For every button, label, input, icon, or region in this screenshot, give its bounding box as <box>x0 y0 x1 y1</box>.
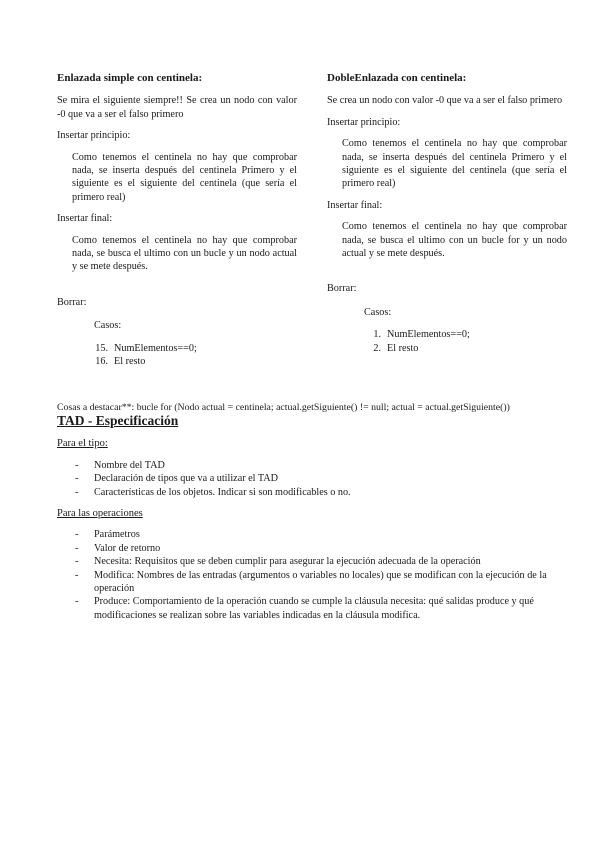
list-item <box>57 472 577 485</box>
list-text: Produce: Comportamiento de la operación cuando se cumple la cláusula necesita: qué salidas produce y qué modificaciones se realizan sobre las variables indicadas en la cláusula modifica. <box>94 596 534 621</box>
intro-text: Se crea un nodo con valor -0 que va a ser el falso primero <box>327 95 563 107</box>
cases-label: Casos: <box>364 306 392 318</box>
dash-bullet: - <box>75 473 79 485</box>
list-text: Valor de retorno <box>94 542 161 554</box>
list-item <box>57 542 577 555</box>
type-list <box>57 459 577 499</box>
list-number: 1. <box>373 329 381 341</box>
column-double-linked <box>327 72 567 355</box>
insert-start-label: Insertar principio: <box>57 130 131 142</box>
list-item <box>364 328 567 341</box>
list-text: El resto <box>114 356 146 368</box>
cases-list <box>364 328 567 355</box>
list-item <box>91 342 297 355</box>
cases-label: Casos: <box>94 320 122 332</box>
column-simple-linked <box>57 72 297 369</box>
insert-end-label: Insertar final: <box>57 213 113 225</box>
list-text: Modifica: Nombres de las entradas (argumentos o variables no locales) que se modifican con la ejecución de la operación <box>94 569 547 595</box>
intro-text: Se mira el siguiente siempre!! Se crea un nodo con valor -0 que va a ser el falso primero <box>57 95 297 120</box>
tad-section <box>57 414 577 630</box>
list-item <box>57 459 577 472</box>
list-item <box>57 486 577 499</box>
ops-list <box>57 528 577 622</box>
cases-list <box>91 342 297 369</box>
delete-label: Borrar: <box>57 296 87 308</box>
list-number: 16. <box>95 356 108 368</box>
insert-end-label: Insertar final: <box>327 199 383 211</box>
list-text: Parámetros <box>94 529 140 541</box>
dash-bullet: - <box>75 596 79 608</box>
dash-bullet: - <box>75 529 79 541</box>
list-number: 2. <box>373 342 381 354</box>
list-text: El resto <box>387 342 419 354</box>
list-text: Necesita: Requisitos que se deben cumplir para asegurar la ejecución adecuada de la operación <box>94 556 481 568</box>
dash-bullet: - <box>75 459 79 471</box>
list-item <box>57 528 577 541</box>
list-text: NumElementos==0; <box>387 329 470 341</box>
list-text: NumElementos==0; <box>114 342 197 354</box>
list-item <box>91 355 297 368</box>
dash-bullet: - <box>75 569 79 581</box>
list-item <box>57 555 577 568</box>
insert-end-text: Como tenemos el centinela no hay que comprobar nada, se busca el ultimo con un bucle for y un nodo actual y se mete después. <box>342 221 567 260</box>
list-item <box>364 342 567 355</box>
insert-end-text: Como tenemos el centinela no hay que comprobar nada, se busca el ultimo con un bucle y un nodo actual y se mete después. <box>72 234 297 273</box>
section-title-double: DobleEnlazada con centinela: <box>327 72 467 84</box>
ops-heading: Para las operaciones <box>57 508 143 520</box>
section-title-simple: Enlazada simple con centinela: <box>57 72 203 84</box>
highlight-note: Cosas a destacar**: bucle for (Nodo actual = centinela; actual.getSiguiente() != null; actual = actual.getSiguiente()) <box>57 401 510 413</box>
list-text: Declaración de tipos que va a utilizar el TAD <box>94 473 278 485</box>
insert-start-text: Como tenemos el centinela no hay que comprobar nada, se inserta después del centinela Primero y el siguiente es el siguiente del centinela (que sería el primero real) <box>342 138 567 190</box>
insert-start-label: Insertar principio: <box>327 116 401 128</box>
dash-bullet: - <box>75 486 79 498</box>
dash-bullet: - <box>75 556 79 568</box>
insert-start-text: Como tenemos el centinela no hay que comprobar nada, se inserta después del centinela Primero y el siguiente es el siguiente del centinela (que sería el primero real) <box>72 151 297 203</box>
list-number: 15. <box>95 342 108 354</box>
list-item <box>57 595 577 622</box>
tad-title: TAD - Especificación <box>57 413 179 428</box>
type-heading: Para el tipo: <box>57 438 108 450</box>
list-item <box>57 569 577 596</box>
dash-bullet: - <box>75 542 79 554</box>
list-text: Nombre del TAD <box>94 459 165 471</box>
list-text: Características de los objetos. Indicar si son modificables o no. <box>94 486 351 498</box>
delete-label: Borrar: <box>327 283 357 295</box>
